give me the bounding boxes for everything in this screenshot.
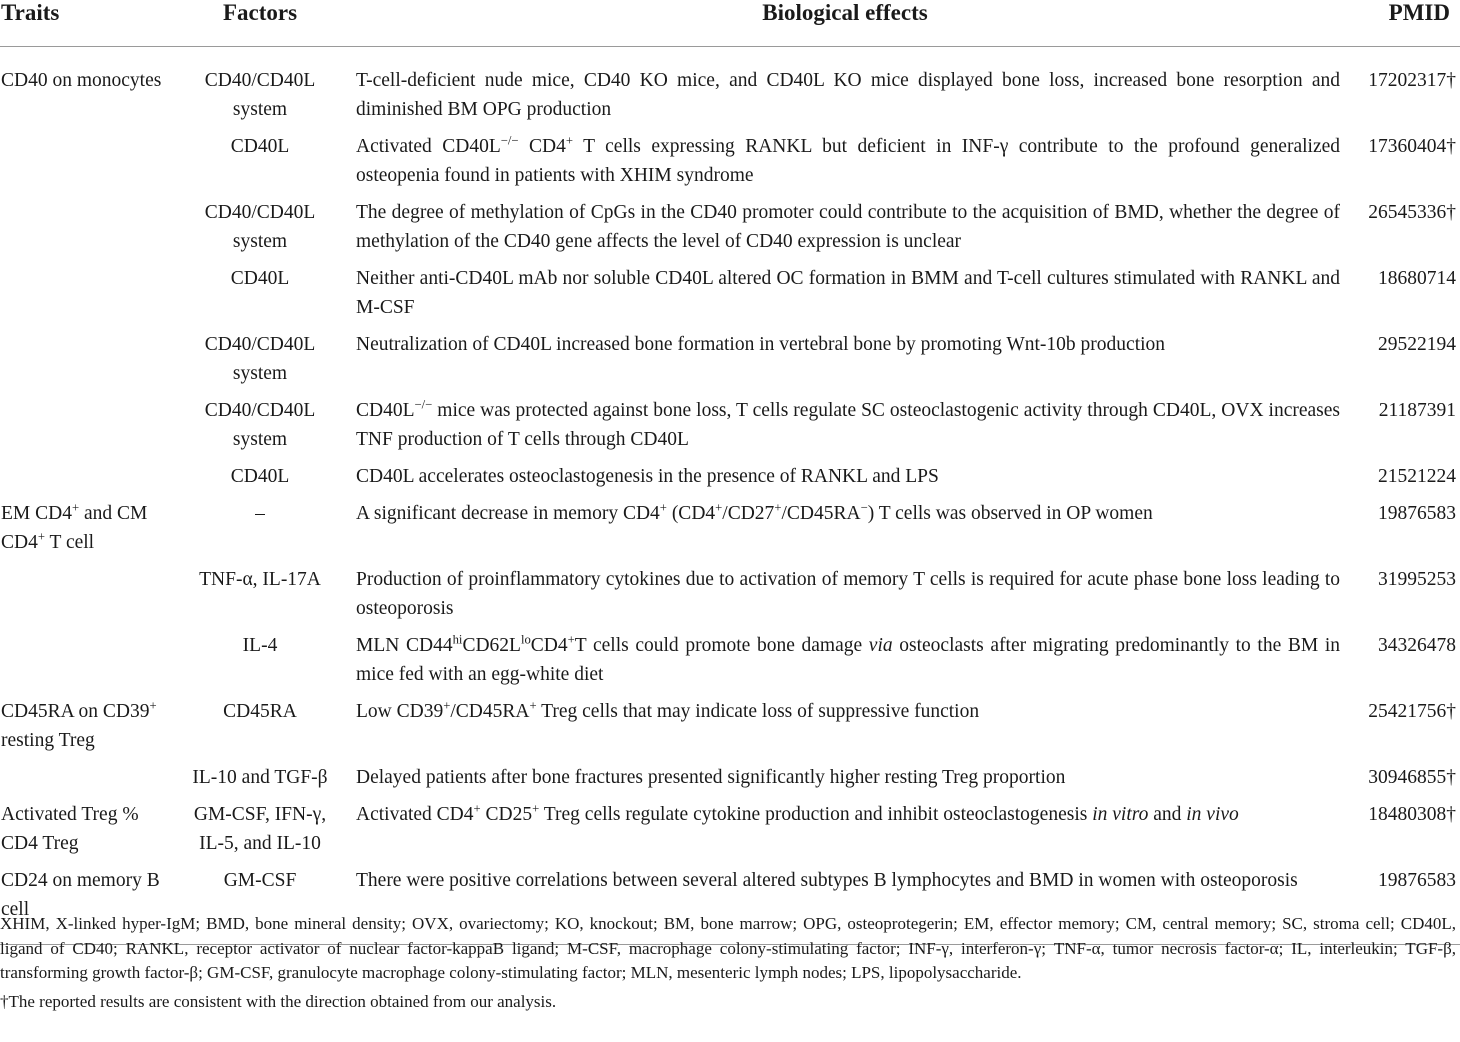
pmid-cell: 21521224 <box>1378 466 1456 487</box>
trait-cell <box>0 763 180 800</box>
pmid-cell: 21187391 <box>1378 400 1456 421</box>
trait-cell-text-segment: T cell <box>44 532 95 553</box>
pmid-cell: 29522194 <box>1378 334 1456 355</box>
dagger-footnote: †The reported results are consistent with the direction obtained from our analysis. <box>0 991 557 1011</box>
trait-cell <box>0 396 180 462</box>
biological-effect-cell-text-segment: (CD4 <box>666 503 716 524</box>
trait-cell: Activated Treg % CD4 Treg <box>1 804 139 854</box>
header-row <box>0 0 1460 47</box>
trait-cell <box>0 132 180 198</box>
biological-effect-cell-superscript: + <box>443 698 451 713</box>
table-row <box>0 47 1460 133</box>
pmid-cell: 34326478 <box>1378 635 1456 656</box>
pmid-cell: 17360404† <box>1368 136 1456 157</box>
biological-effect-cell-superscript: −/− <box>414 397 433 412</box>
biological-effect-cell <box>340 396 1350 462</box>
biological-effect-cell-text-segment: CD4 <box>518 136 566 157</box>
table-row <box>0 565 1460 631</box>
trait-cell-text-segment: and CM CD4 <box>1 503 148 553</box>
biological-effect-cell: The degree of methylation of CpGs in the CD40 promoter could contribute to the acquisition of BMD, whether the degree of methylation of the CD40 gene affects the level of CD40 expression is unclear <box>356 202 1340 252</box>
header-traits: Traits <box>1 0 60 25</box>
table-footnotes <box>0 912 1456 1018</box>
biological-effect-cell-superscript: − <box>860 500 868 515</box>
pmid-cell: 26545336† <box>1368 202 1456 223</box>
biological-effect-cell-text-segment: osteoclasts after migrating predominantly to the BM in mice fed with an egg-white diet <box>356 635 1341 685</box>
factor-cell: CD40/CD40L system <box>204 202 316 252</box>
factor-cell: CD40L <box>230 136 290 157</box>
biological-effect-cell-text-segment: MLN CD44 <box>356 635 453 656</box>
biological-effect-cell-text-segment: T cells expressing RANKL but deficient in INF-γ contribute to the profound generalized osteopenia found in patients with XHIM syndrome <box>356 136 1340 186</box>
biological-effect-cell <box>340 499 1350 565</box>
biological-effect-cell-text-segment: /CD27 <box>722 503 775 524</box>
trait-cell <box>0 330 180 396</box>
biological-effect-cell-text-segment: Activated CD40L <box>356 136 501 157</box>
biological-effect-cell-italic-text: in vivo <box>1186 804 1239 825</box>
trait-cell-superscript: + <box>149 698 157 713</box>
table-row <box>0 198 1460 264</box>
factor-cell: GM-CSF, IFN-γ, IL-5, and IL-10 <box>193 804 327 854</box>
biological-effect-cell-text-segment: and <box>1148 804 1187 825</box>
biological-effect-cell: There were positive correlations between several altered subtypes B lymphocytes and BMD in women with osteoporosis <box>356 870 1298 891</box>
trait-cell <box>0 198 180 264</box>
factor-cell: TNF-α, IL-17A <box>199 569 321 590</box>
biological-effect-cell-text-segment: T cells could promote bone damage <box>574 635 869 656</box>
factor-cell: CD40/CD40L system <box>204 334 316 384</box>
biological-effect-cell: CD40L accelerates osteoclastogenesis in the presence of RANKL and LPS <box>356 466 939 487</box>
trait-cell-text-segment: EM CD4 <box>1 503 72 524</box>
factor-cell: CD40L <box>230 268 290 289</box>
table-row <box>0 462 1460 499</box>
trait-cell <box>0 565 180 631</box>
factor-cell: IL-10 and TGF-β <box>192 767 328 788</box>
biological-effect-cell-text-segment: A significant decrease in memory CD4 <box>356 503 660 524</box>
biological-effect-cell-superscript: + <box>567 632 575 647</box>
header-pmid: PMID <box>1388 0 1450 25</box>
factor-cell: GM-CSF <box>223 870 297 891</box>
abbreviations-footnote: XHIM, X-linked hyper-IgM; BMD, bone mineral density; OVX, ovariectomy; KO, knockout; BM, bone marrow; OPG, osteoprotegerin; EM, effector memory; CM, central memory; SC, stroma cell; CD40L, ligand of CD40; RANKL, receptor activator of nuclear factor-kappaB ligand; M-CSF, macrophage colony-stimulating factor; INF-γ, interferon-γ; TNF-α, tumor necrosis factor-α; IL, interleukin; TGF-β, transforming growth factor-β; GM-CSF, granulocyte macrophage colony-stimulating factor; MLN, mesenteric lymph nodes; LPS, lipopolysaccharide. <box>0 914 1456 982</box>
biological-effect-cell-superscript: lo <box>520 632 531 647</box>
factor-cell: CD40/CD40L system <box>204 70 316 120</box>
table-row <box>0 697 1460 763</box>
biological-effect-cell-text-segment: CD62L <box>462 635 521 656</box>
header-factors: Factors <box>222 0 298 25</box>
factor-cell: IL-4 <box>242 635 278 656</box>
trait-cell-text-segment: resting Treg <box>1 730 95 751</box>
biological-effect-cell-text-segment: CD25 <box>480 804 533 825</box>
table-row <box>0 631 1460 697</box>
header-biological-effects: Biological effects <box>762 0 928 25</box>
table-row <box>0 763 1460 800</box>
biological-effect-cell: Neutralization of CD40L increased bone formation in vertebral bone by promoting Wnt-10b production <box>356 334 1166 355</box>
trait-cell: CD24 on memory B cell <box>1 870 160 920</box>
pmid-cell: 19876583 <box>1378 503 1456 524</box>
biological-effect-cell-superscript: + <box>565 133 574 148</box>
table-row <box>0 499 1460 565</box>
biological-effect-cell <box>340 132 1350 198</box>
biological-effect-cell-superscript: + <box>715 500 723 515</box>
table-header <box>0 0 1460 47</box>
factor-cell: CD45RA <box>223 701 297 722</box>
pmid-cell: 25421756† <box>1368 701 1456 722</box>
table-row <box>0 396 1460 462</box>
biological-effect-cell: T-cell-deficient nude mice, CD40 KO mice, and CD40L KO mice displayed bone loss, increased bone resorption and diminished BM OPG production <box>356 70 1340 120</box>
trait-cell <box>0 499 180 565</box>
biological-effect-cell <box>340 697 1350 763</box>
trait-cell-superscript: + <box>71 500 80 515</box>
table-row <box>0 264 1460 330</box>
biological-effect-cell-superscript: + <box>532 801 540 816</box>
pmid-cell: 31995253 <box>1378 569 1456 590</box>
table-row <box>0 330 1460 396</box>
factor-cell: CD40L <box>230 466 290 487</box>
biological-effect-cell-text-segment: CD40L <box>356 400 415 421</box>
biological-effect-cell-italic-text: in vitro <box>1092 804 1149 825</box>
table-row <box>0 800 1460 866</box>
biological-effect-cell-text-segment: Treg cells that may indicate loss of suppressive function <box>536 701 980 722</box>
biological-effect-cell-superscript: + <box>529 698 537 713</box>
trait-cell <box>0 264 180 330</box>
trait-cell-text-segment: CD45RA on CD39 <box>1 701 150 722</box>
pmid-cell: 18480308† <box>1368 804 1456 825</box>
biological-effect-cell-superscript: + <box>659 500 667 515</box>
trait-cell <box>0 697 180 763</box>
biological-effect-cell-text-segment: mice was protected against bone loss, T cells regulate SC osteoclastogenic activity through CD40L, OVX increases TNF production of T cells through CD40L <box>356 400 1340 450</box>
biological-effect-cell: Neither anti-CD40L mAb nor soluble CD40L altered OC formation in BMM and T-cell cultures stimulated with RANKL and M-CSF <box>356 268 1340 318</box>
biological-effect-cell-text-segment: ) T cells was observed in OP women <box>867 503 1153 524</box>
trait-cell <box>0 462 180 499</box>
pmid-cell: 17202317† <box>1368 70 1456 91</box>
biological-effect-cell <box>340 631 1350 697</box>
trait-cell: CD40 on monocytes <box>1 70 162 91</box>
biological-effect-cell: Production of proinflammatory cytokines due to activation of memory T cells is required for acute phase bone loss leading to osteoporosis <box>356 569 1340 619</box>
pmid-cell: 19876583 <box>1378 870 1456 891</box>
biological-effect-cell: Delayed patients after bone fractures presented significantly higher resting Treg proportion <box>356 767 1066 788</box>
trait-cell <box>0 631 180 697</box>
pmid-cell: 30946855† <box>1368 767 1456 788</box>
biological-effect-cell-italic-text: via <box>868 635 893 656</box>
biological-effect-cell-superscript: + <box>774 500 782 515</box>
biological-effect-cell-superscript: −/− <box>500 133 519 148</box>
pmid-cell: 18680714 <box>1378 268 1456 289</box>
biological-effect-cell-text-segment: CD4 <box>530 635 568 656</box>
biological-effect-cell-text-segment: /CD45RA <box>781 503 861 524</box>
biological-effect-cell-superscript: hi <box>452 632 463 647</box>
biological-effect-cell-text-segment: Treg cells regulate cytokine production and inhibit osteoclastogenesis <box>539 804 1093 825</box>
biological-effect-cell-text-segment: Low CD39 <box>356 701 444 722</box>
biological-effect-cell <box>340 800 1350 866</box>
table-row <box>0 132 1460 198</box>
biological-effect-cell-superscript: + <box>473 801 481 816</box>
biological-effect-cell-text-segment: Activated CD4 <box>356 804 474 825</box>
trait-cell-superscript: + <box>37 529 45 544</box>
table-body <box>0 47 1460 945</box>
factor-cell: CD40/CD40L system <box>204 400 316 450</box>
biological-effect-cell-text-segment: /CD45RA <box>450 701 530 722</box>
factor-cell: – <box>255 503 265 524</box>
